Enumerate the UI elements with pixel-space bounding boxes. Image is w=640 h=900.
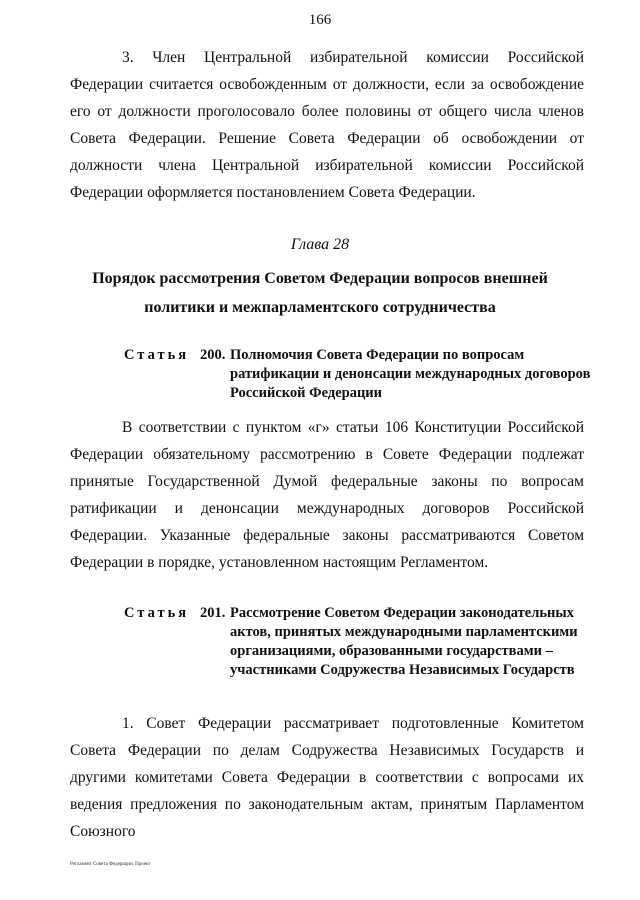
article-201-text: 1. Совет Федерации рассматривает подготовленные Комитетом Совета Федерации по делам Содружества Независимых Государств и другими комитетами Совета Федерации в соответствии с вопросами их ведения предложения по законодательным актам, принятым Парламентом Союзного [70,715,584,840]
footer-stamp: Регламент Совета Федерации. Проект [70,862,151,867]
article-label: Статья [124,605,190,621]
article-title: Рассмотрение Советом Федерации законодательных актов, принятых международными парламентскими организациями, образованными государствами – участниками Содружества Независимых Государств [230,605,578,678]
article-200-text: В соответствии с пунктом «г» статьи 106 Конституции Российской Федерации обязательному рассмотрению в Совете Федерации подлежат принятые Государственной Думой федеральные законы по вопросам ратификации и денонсации международных договоров Российской Федерации. Указанные федеральные законы рассматриваются Советом Федерации в порядке, установленном настоящим Регламентом. [70,419,584,571]
article-number: 201. [200,605,226,621]
chapter-heading: Глава 28 [290,236,350,253]
article-number: 200. [200,347,226,363]
article-title: Полномочия Совета Федерации по вопросам ратификации и денонсации международных договоров Российской Федерации [230,347,591,401]
article-label: Статья [124,347,190,363]
paragraph-3: 3. Член Центральной избирательной комиссии Российской Федерации считается освобожденным от должности, если за освобождение его от должности проголосовало более половины от общего числа членов Совета Федерации. Решение Совета Федерации об освобождении от должности члена Центральной избирательной комиссии Российской Федерации оформляется постановлением Совета Федерации. [70,49,584,201]
page-number: 166 [308,12,332,28]
chapter-title: Порядок рассмотрения Советом Федерации вопросов внешней политики и межпарламентского сотрудничества [92,270,548,316]
